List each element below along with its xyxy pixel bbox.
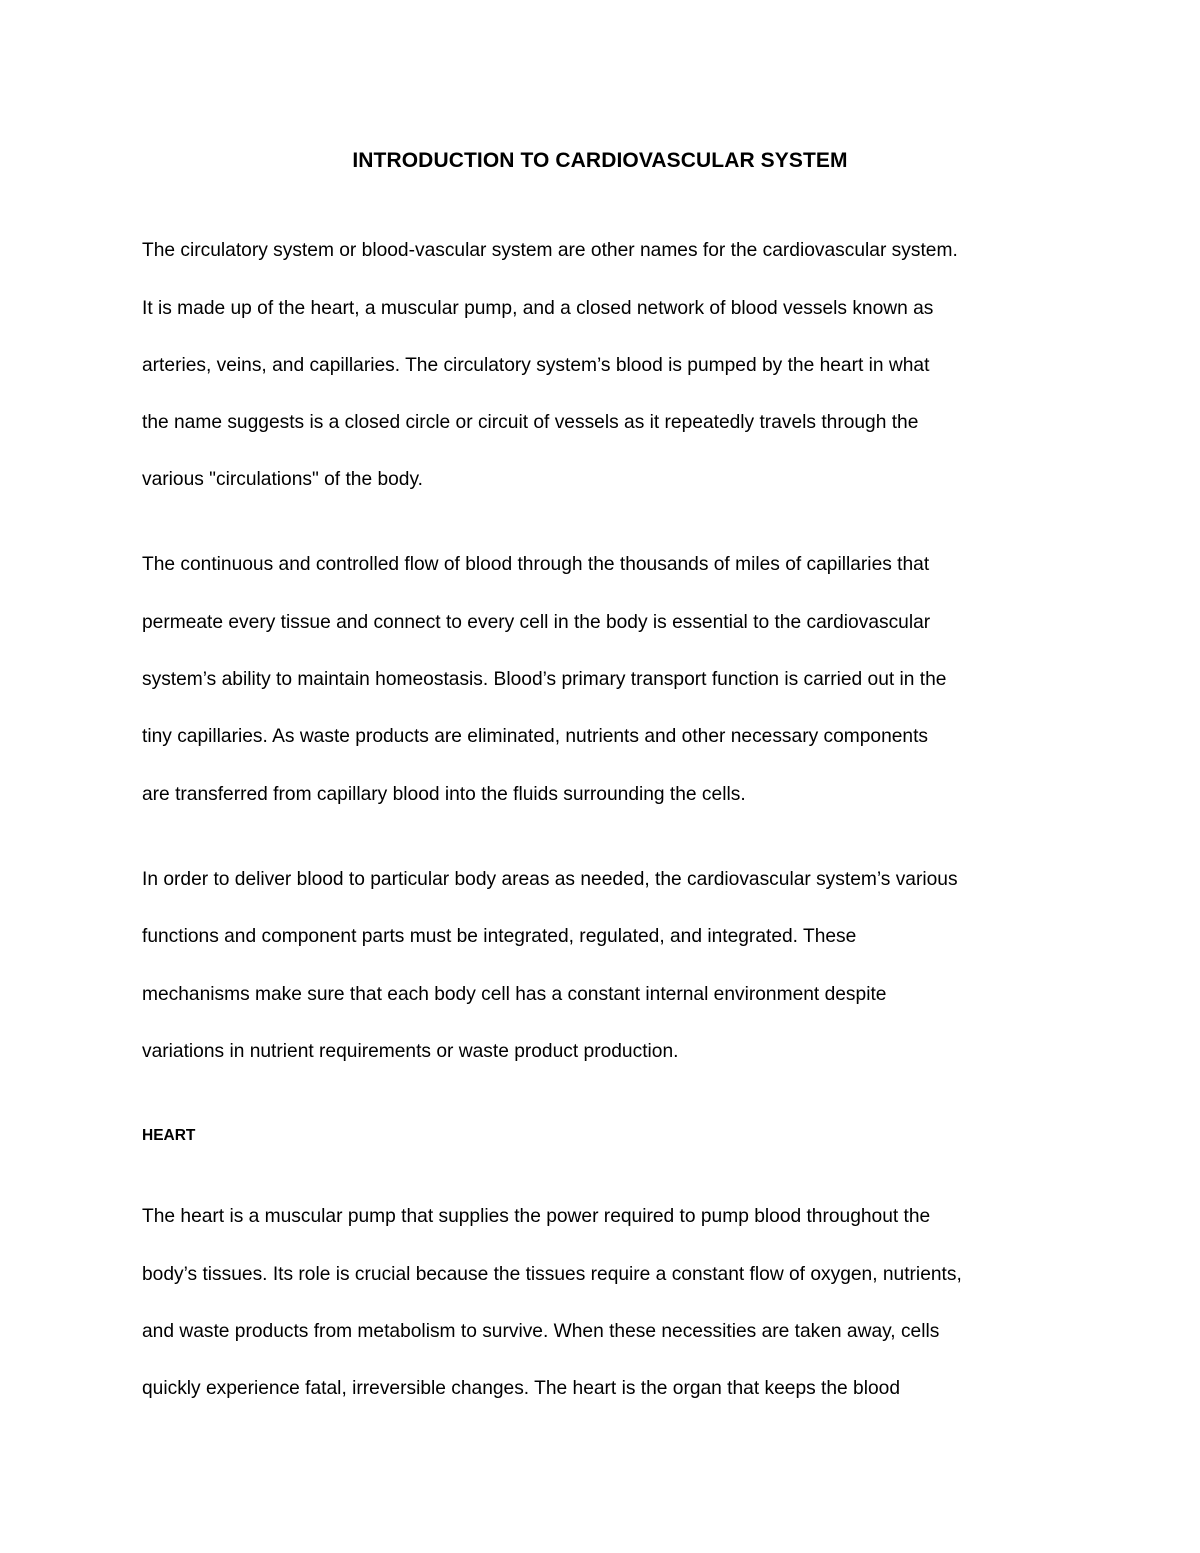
paragraph-line: the name suggests is a closed circle or circuit of vessels as it repeatedly travels through the [142, 412, 919, 433]
paragraph-line: various "circulations" of the body. [142, 469, 423, 490]
section-heading: HEART [142, 1127, 196, 1144]
paragraph-line: variations in nutrient requirements or waste product production. [142, 1041, 679, 1062]
paragraph-line: system’s ability to maintain homeostasis. Blood’s primary transport function is carried out in the [142, 669, 947, 690]
paragraph-line: mechanisms make sure that each body cell has a constant internal environment despite [142, 984, 887, 1005]
paragraph-line: quickly experience fatal, irreversible changes. The heart is the organ that keeps the blood [142, 1378, 900, 1399]
paragraph-line: In order to deliver blood to particular body areas as needed, the cardiovascular system’s various [142, 869, 958, 890]
paragraph-line: are transferred from capillary blood into the fluids surrounding the cells. [142, 784, 746, 805]
paragraph-line: and waste products from metabolism to survive. When these necessities are taken away, cells [142, 1321, 940, 1342]
paragraph-line: functions and component parts must be integrated, regulated, and integrated. These [142, 926, 857, 947]
paragraph-line: The heart is a muscular pump that supplies the power required to pump blood throughout the [142, 1206, 931, 1227]
paragraph-line: The circulatory system or blood-vascular system are other names for the cardiovascular system. [142, 240, 958, 261]
paragraph-line: The continuous and controlled flow of blood through the thousands of miles of capillaries that [142, 554, 930, 575]
paragraph-line: permeate every tissue and connect to every cell in the body is essential to the cardiovascular [142, 612, 931, 633]
paragraph-line: It is made up of the heart, a muscular pump, and a closed network of blood vessels known as [142, 298, 934, 319]
paragraph-line: body’s tissues. Its role is crucial because the tissues require a constant flow of oxygen, nutrients, [142, 1264, 962, 1285]
paragraph-line: arteries, veins, and capillaries. The circulatory system’s blood is pumped by the heart in what [142, 355, 930, 376]
page-title: INTRODUCTION TO CARDIOVASCULAR SYSTEM [352, 149, 848, 172]
paragraph-line: tiny capillaries. As waste products are eliminated, nutrients and other necessary components [142, 726, 929, 747]
